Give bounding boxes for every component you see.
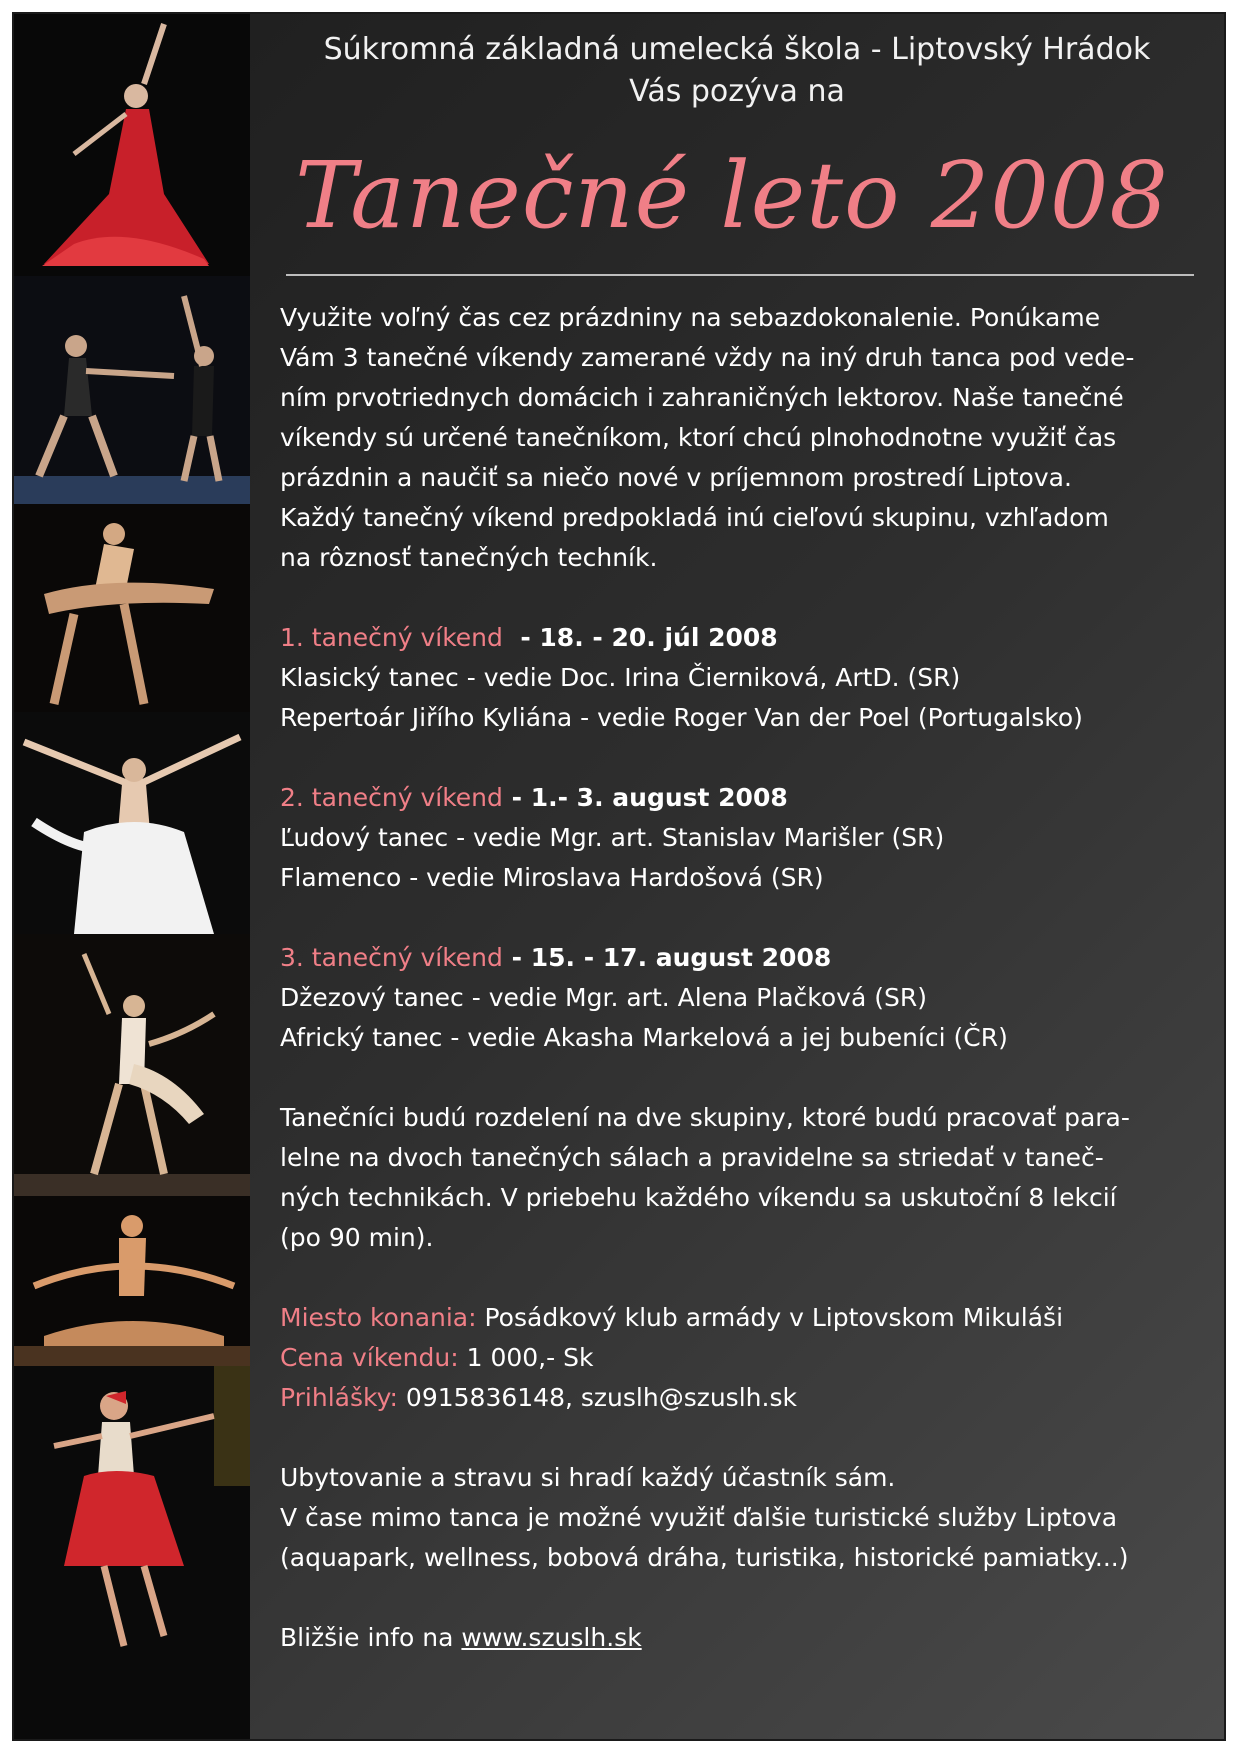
weekend-dates: 15. - 17. august 2008 — [530, 943, 832, 972]
extra-line: Ubytovanie a stravu si hradí každý účastník sám. — [280, 1463, 896, 1492]
intro-line: na rôznosť tanečných techník. — [280, 543, 658, 572]
title-divider — [286, 274, 1194, 276]
extra-line: V čase mimo tanca je možné využiť ďalšie turistické služby Liptova — [280, 1503, 1118, 1532]
weekend-dates: 1.- 3. august 2008 — [530, 783, 788, 812]
price-line — [280, 1338, 1198, 1378]
event-title: Tanečné leto 2008 — [295, 142, 1169, 249]
price-value: 1 000,- Sk — [458, 1343, 594, 1372]
content-panel — [250, 14, 1224, 1739]
intro-paragraph — [280, 298, 1198, 578]
venue-value: Posádkový klub armády v Liptovskom Mikuláši — [476, 1303, 1064, 1332]
website-link[interactable]: www.szuslh.sk — [461, 1623, 642, 1652]
intro-line: prázdnin a naučiť sa niečo nové v príjemnom prostredí Liptova. — [280, 463, 1072, 492]
footer-prefix: Bližšie info na — [280, 1623, 462, 1652]
photo-couple-lift — [14, 504, 250, 714]
groups-line: (po 90 min). — [280, 1223, 434, 1252]
weekend-heading — [280, 938, 1198, 978]
weekend-class: Flamenco - vedie Miroslava Hardošová (SR) — [280, 863, 824, 892]
poster-frame — [12, 12, 1226, 1741]
photo-folk-dancer — [14, 1366, 250, 1741]
weekend-3 — [280, 938, 1198, 1058]
weekend-class: Ľudový tanec - vedie Mgr. art. Stanislav Marišler (SR) — [280, 823, 945, 852]
weekend-label: 3. tanečný víkend — [280, 943, 503, 972]
apply-value: 0915836148, szuslh@szuslh.sk — [397, 1383, 797, 1412]
photo-flamenco-dancer — [14, 14, 250, 278]
weekend-label: 1. tanečný víkend — [280, 623, 503, 652]
price-label: Cena víkendu: — [280, 1343, 459, 1372]
venue-label: Miesto konania: — [280, 1303, 477, 1332]
weekend-2 — [280, 778, 1198, 898]
weekend-separator: - — [502, 783, 531, 812]
groups-line: Tanečníci budú rozdelení na dve skupiny, ktoré budú pracovať para- — [280, 1103, 1130, 1132]
venue-line — [280, 1298, 1198, 1338]
photo-partner-dance — [14, 934, 250, 1198]
groups-paragraph — [280, 1098, 1198, 1258]
weekend-separator: - — [502, 623, 540, 652]
weekend-1 — [280, 618, 1198, 738]
extra-paragraph — [280, 1458, 1198, 1578]
footer-info — [280, 1618, 1198, 1658]
weekend-heading — [280, 778, 1198, 818]
photo-reclining-dancers — [14, 1196, 250, 1368]
school-name: Súkromná základná umelecká škola - Liptovský Hrádok — [323, 32, 1151, 67]
weekend-class: Africký tanec - vedie Akasha Markelová a jej bubeníci (ČR) — [280, 1023, 1008, 1052]
apply-label: Prihlášky: — [280, 1383, 398, 1412]
weekend-separator: - — [502, 943, 531, 972]
event-info — [280, 1298, 1198, 1418]
intro-line: Každý tanečný víkend predpokladá inú cieľovú skupinu, vzhľadom — [280, 503, 1109, 532]
invite-line: Vás pozýva na — [629, 74, 845, 109]
groups-line: lelne na dvoch tanečných sálach a pravidelne sa striedať v taneč- — [280, 1143, 1104, 1172]
photo-duo-dancers — [14, 276, 250, 506]
groups-line: ných technikách. V priebehu každého víkendu sa uskutoční 8 lekcií — [280, 1183, 1117, 1212]
photo-white-skirt-dancer — [14, 712, 250, 936]
intro-line: Vám 3 tanečné víkendy zamerané vždy na iný druh tanca pod vede- — [280, 343, 1135, 372]
photo-column — [14, 14, 250, 1739]
weekend-dates: 18. - 20. júl 2008 — [539, 623, 778, 652]
weekend-heading — [280, 618, 1198, 658]
intro-line: Využite voľný čas cez prázdniny na sebazdokonalenie. Ponúkame — [280, 303, 1101, 332]
weekend-class: Klasický tanec - vedie Doc. Irina Čierniková, ArtD. (SR) — [280, 663, 961, 692]
weekend-label: 2. tanečný víkend — [280, 783, 503, 812]
intro-line: ním prvotriednych domácich i zahraničných lektorov. Naše tanečné — [280, 383, 1124, 412]
apply-line — [280, 1378, 1198, 1418]
extra-line: (aquapark, wellness, bobová dráha, turistika, historické pamiatky...) — [280, 1543, 1129, 1572]
weekend-class: Repertoár Jiřího Kyliána - vedie Roger Van der Poel (Portugalsko) — [280, 703, 1083, 732]
intro-line: víkendy sú určené tanečníkom, ktorí chcú plnohodnotne využiť čas — [280, 423, 1117, 452]
body-text — [280, 298, 1198, 1658]
weekend-class: Džezový tanec - vedie Mgr. art. Alena Plačková (SR) — [280, 983, 927, 1012]
